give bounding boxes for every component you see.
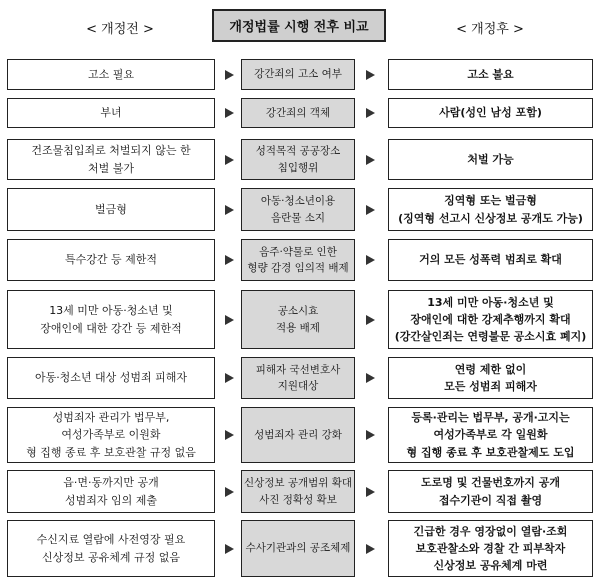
arrow-icon bbox=[366, 255, 375, 265]
topic-box-line: 수사기관과의 공조체제 bbox=[245, 542, 351, 555]
before-box bbox=[7, 139, 215, 180]
arrow-icon bbox=[366, 70, 375, 80]
after-box bbox=[388, 188, 593, 231]
arrow-icon bbox=[366, 205, 375, 215]
before-box-line: 특수강간 등 제한적 bbox=[64, 253, 157, 267]
before-box-line: 수신지료 열람에 사전영장 필요 bbox=[36, 533, 186, 547]
arrow-icon bbox=[366, 108, 375, 118]
after-box-line: 고소 불요 bbox=[467, 67, 514, 81]
after-box-line: 보호관찰소와 경찰 간 피부착자 bbox=[415, 541, 566, 555]
topic-box bbox=[241, 470, 355, 513]
before-box bbox=[7, 290, 215, 349]
after-box-line: 장애인에 대한 강제추행까지 확대 bbox=[410, 312, 571, 326]
after-box-line: 형 집행 종료 후 보호관찰제도 도입 bbox=[406, 445, 575, 459]
arrow-icon bbox=[225, 255, 234, 265]
arrow-icon bbox=[366, 430, 375, 440]
after-box-line: 신상정보 공유체계 마련 bbox=[433, 559, 548, 573]
after-box-line: 여성가족부로 각 일원화 bbox=[433, 428, 548, 442]
before-box bbox=[7, 98, 215, 128]
topic-box bbox=[241, 357, 355, 399]
before-column-header: < 개정전 > bbox=[86, 22, 154, 37]
after-box-line: 처벌 가능 bbox=[467, 152, 514, 166]
after-box bbox=[388, 98, 593, 128]
after-box-line: 사람(성인 남성 포함) bbox=[439, 106, 542, 120]
after-box-line: 징역형 또는 벌금형 bbox=[444, 194, 537, 208]
after-box bbox=[388, 239, 593, 281]
arrow-icon bbox=[366, 373, 375, 383]
topic-box-line: 강간죄의 객체 bbox=[265, 106, 331, 119]
after-box bbox=[388, 357, 593, 399]
after-column-header: < 개정후 > bbox=[456, 22, 524, 37]
after-box-line: 13세 미만 아동·청소년 및 bbox=[427, 295, 554, 309]
before-box-line: 신상정보 공유체계 규정 없음 bbox=[41, 550, 180, 564]
before-box bbox=[7, 239, 215, 281]
before-box-line: 처벌 불가 bbox=[87, 161, 134, 175]
before-box-line: 벌금형 bbox=[95, 202, 127, 216]
before-box bbox=[7, 470, 215, 513]
arrow-icon bbox=[225, 70, 234, 80]
before-box-line: 읍·면·동까지만 공개 bbox=[63, 476, 159, 490]
after-box bbox=[388, 520, 593, 577]
topic-box bbox=[241, 520, 355, 577]
topic-box-line: 침입행위 bbox=[277, 161, 319, 174]
before-box bbox=[7, 407, 215, 463]
after-box-line: 모든 성범죄 피해자 bbox=[444, 380, 537, 393]
arrow-icon bbox=[225, 108, 234, 118]
after-box-line: 긴급한 경우 영장없이 열람·조회 bbox=[413, 524, 568, 538]
topic-box-line: 신상정보 공개범위 확대 bbox=[243, 477, 353, 490]
arrow-icon bbox=[366, 544, 375, 554]
topic-box bbox=[241, 290, 355, 349]
after-box-line: 등록·관리는 법무부, 공개·고지는 bbox=[411, 411, 570, 425]
topic-box-line: 형량 감경 임의적 배제 bbox=[247, 262, 349, 274]
before-box-line: 장애인에 대한 강간 등 제한적 bbox=[40, 321, 182, 335]
arrow-icon bbox=[225, 205, 234, 215]
before-box bbox=[7, 188, 215, 231]
topic-box-line: 사진 정확성 확보 bbox=[259, 493, 337, 506]
topic-box-line: 강간죄의 고소 여부 bbox=[254, 68, 342, 81]
topic-box-line: 음란물 소지 bbox=[270, 211, 326, 224]
topic-box-line: 피해자 국선변호사 bbox=[255, 363, 341, 376]
after-box-line: 연령 제한 없이 bbox=[454, 362, 527, 376]
before-box-line: 형 집행 종료 후 보호관찰 규정 없음 bbox=[26, 445, 196, 459]
after-box-line: 도로명 및 건물번호까지 공개 bbox=[421, 476, 560, 490]
arrow-icon bbox=[366, 155, 375, 165]
after-box bbox=[388, 407, 593, 463]
topic-box-line: 적용 배제 bbox=[276, 321, 320, 334]
topic-box bbox=[241, 59, 355, 90]
diagram-title: 개정법률 시행 전후 비교 bbox=[212, 9, 386, 42]
topic-box-line: 성적목적 공공장소 bbox=[255, 145, 341, 158]
after-box-line: (강간살인죄는 연령불문 공소시효 폐지) bbox=[394, 330, 587, 344]
arrow-icon bbox=[225, 315, 234, 325]
topic-box bbox=[241, 98, 355, 128]
topic-box-line: 지원대상 bbox=[277, 380, 319, 392]
before-box-line: 고소 필요 bbox=[87, 67, 134, 81]
after-box-line: 거의 모든 성폭력 범죄로 확대 bbox=[419, 253, 562, 267]
arrow-icon bbox=[225, 373, 234, 383]
topic-box-line: 성범죄자 관리 강화 bbox=[254, 428, 342, 441]
before-box-line: 13세 미만 아동·청소년 및 bbox=[49, 304, 173, 318]
before-box-line: 여성가족부로 이원화 bbox=[61, 428, 161, 442]
topic-box bbox=[241, 188, 355, 231]
before-box-line: 건조물침입죄로 처벌되지 않는 한 bbox=[31, 144, 191, 158]
topic-box-line: 아동·청소년이용 bbox=[260, 195, 336, 208]
after-box-line: (징역형 선고시 신상정보 공개도 가능) bbox=[398, 211, 583, 225]
topic-box bbox=[241, 239, 355, 281]
arrow-icon bbox=[225, 430, 234, 440]
before-box-line: 성범죄자 임의 제출 bbox=[64, 493, 157, 507]
before-box-line: 부녀 bbox=[100, 106, 122, 120]
after-box bbox=[388, 290, 593, 349]
after-box bbox=[388, 59, 593, 90]
topic-box bbox=[241, 139, 355, 180]
after-box-line: 접수기관이 직접 촬영 bbox=[438, 493, 543, 507]
before-box bbox=[7, 59, 215, 90]
arrow-icon bbox=[225, 487, 234, 497]
arrow-icon bbox=[366, 487, 375, 497]
after-box bbox=[388, 470, 593, 513]
before-box bbox=[7, 357, 215, 399]
arrow-icon bbox=[225, 544, 234, 554]
before-box bbox=[7, 520, 215, 577]
arrow-icon bbox=[366, 315, 375, 325]
topic-box-line: 공소시효 bbox=[277, 305, 319, 318]
after-box bbox=[388, 139, 593, 180]
before-box-line: 아동·청소년 대상 성범죄 피해자 bbox=[34, 371, 188, 385]
before-box-line: 성범죄자 관리가 법무부, bbox=[52, 411, 170, 425]
arrow-icon bbox=[225, 155, 234, 165]
topic-box-line: 음주·약물로 인한 bbox=[259, 245, 337, 258]
topic-box bbox=[241, 407, 355, 463]
